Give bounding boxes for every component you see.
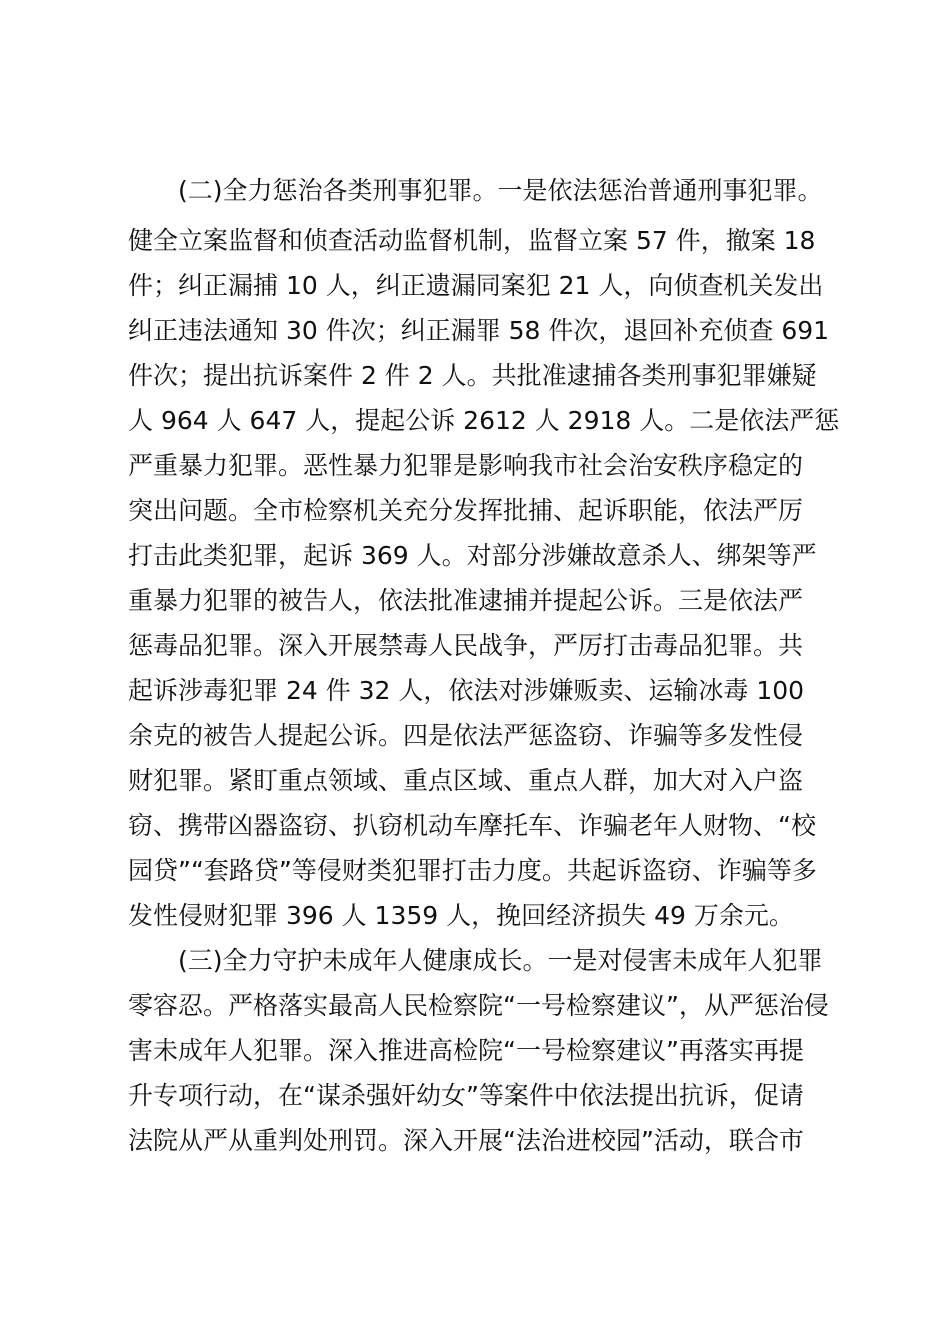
text-line: 重暴力犯罪的被告人，依法批准逮捕并提起公诉。三是依法严 xyxy=(128,586,804,615)
text-line: 打击此类犯罪，起诉 369 人。对部分涉嫌故意杀人、绑架等严 xyxy=(128,541,817,570)
text-line: 害未成年人犯罪。深入推进高检院“一号检察建议”再落实再提 xyxy=(128,1036,804,1065)
text-line: 园贷”“套路贷”等侵财类犯罪打击力度。共起诉盗窃、诈骗等多 xyxy=(128,856,817,885)
text-line: 起诉涉毒犯罪 24 件 32 人，依法对涉嫌贩卖、运输冰毒 100 xyxy=(128,676,805,705)
text-line: 纠正违法通知 30 件次；纠正漏罪 58 件次，退回补充侦查 691 xyxy=(128,316,830,345)
paragraph-heading-3: (三)全力守护未成年人健康成长。一是对侵害未成年人犯罪 xyxy=(178,946,823,975)
text-line: 件次；提出抗诉案件 2 件 2 人。共批准逮捕各类刑事犯罪嫌疑 xyxy=(128,361,817,390)
text-line: 零容忍。严格落实最高人民检察院“一号检察建议”，从严惩治侵 xyxy=(128,991,829,1020)
text-line: 窃、携带凶器盗窃、扒窃机动车摩托车、诈骗老年人财物、“校 xyxy=(128,811,816,840)
text-line: 升专项行动，在“谋杀强奸幼女”等案件中依法提出抗诉，促请 xyxy=(128,1081,804,1110)
text-line: 严重暴力犯罪。恶性暴力犯罪是影响我市社会治安秩序稳定的 xyxy=(128,451,804,480)
text-line: 发性侵财犯罪 396 人 1359 人，挽回经济损失 49 万余元。 xyxy=(128,901,794,930)
text-line: 财犯罪。紧盯重点领域、重点区域、重点人群，加大对入户盗 xyxy=(128,766,804,795)
text-line: 人 964 人 647 人，提起公诉 2612 人 2918 人。二是依法严惩 xyxy=(128,406,840,435)
text-line: 法院从严从重判处刑罚。深入开展“法治进校园”活动，联合市 xyxy=(128,1126,804,1155)
text-line: 惩毒品犯罪。深入开展禁毒人民战争，严厉打击毒品犯罪。共 xyxy=(128,631,804,660)
paragraph-heading-2: (二)全力惩治各类刑事犯罪。一是依法惩治普通刑事犯罪。 xyxy=(178,176,823,205)
text-line: 健全立案监督和侦查活动监督机制，监督立案 57 件，撤案 18 xyxy=(128,226,816,255)
text-line: 件；纠正漏捕 10 人，纠正遗漏同案犯 21 人，向侦查机关发出 xyxy=(128,271,824,300)
text-line: 余克的被告人提起公诉。四是依法严惩盗窃、诈骗等多发性侵 xyxy=(128,721,804,750)
text-line: 突出问题。全市检察机关充分发挥批捕、起诉职能，依法严厉 xyxy=(128,496,804,525)
